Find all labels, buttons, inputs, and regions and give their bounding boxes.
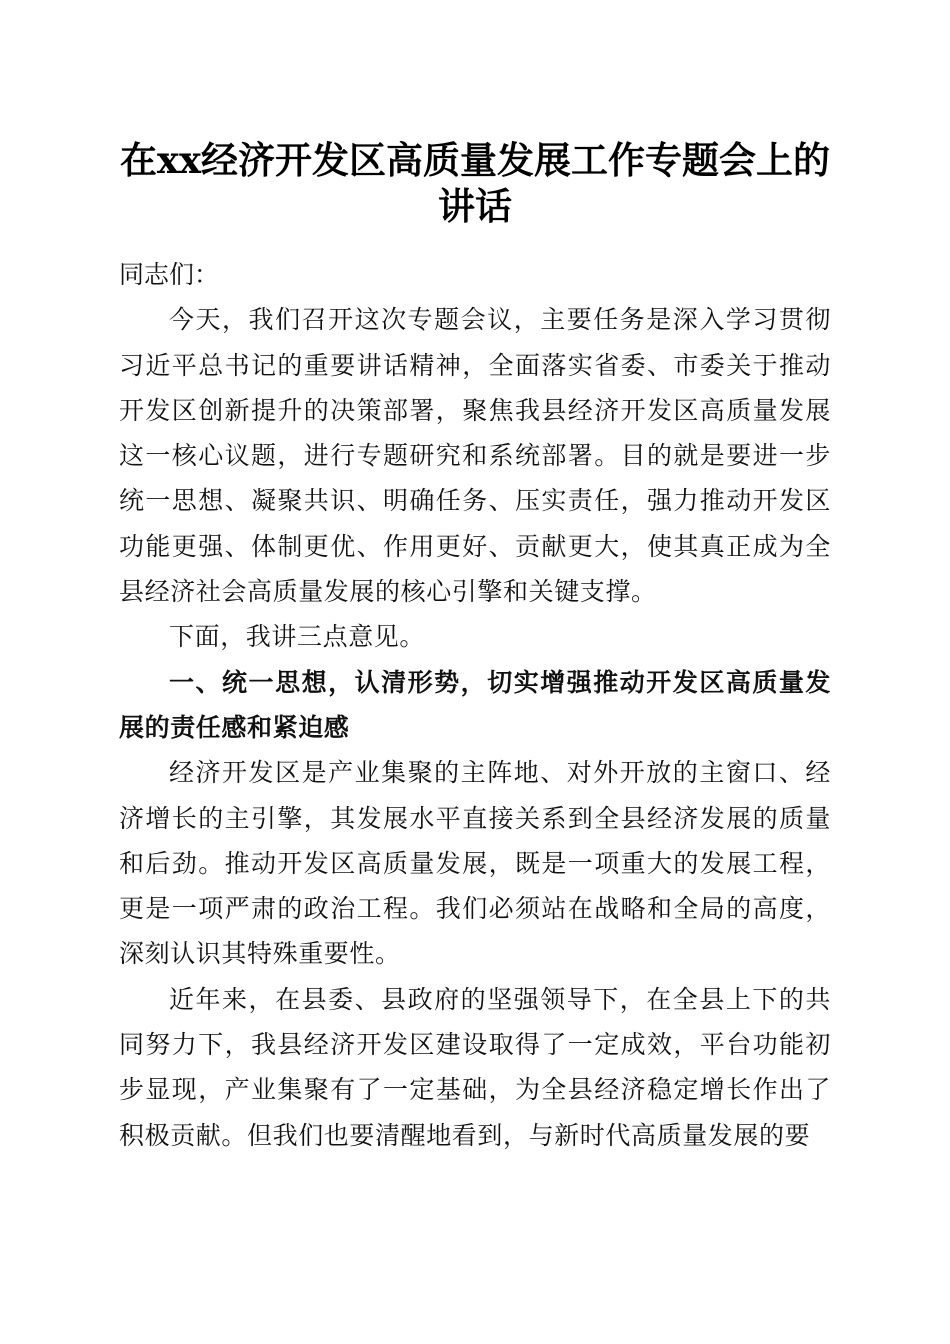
document-title-line-1: 在xx经济开发区高质量发展工作专题会上的 xyxy=(119,138,831,182)
document-body xyxy=(119,252,831,1158)
paragraph-intro: 今天，我们召开这次专题会议，主要任务是深入学习贯彻习近平总书记的重要讲话精神，全面落实省委、市委关于推动开发区创新提升的决策部署，聚焦我县经济开发区高质量发展这一核心议题，进行专题研究和系统部署。目的就是要进一步统一思想、凝聚共识、明确任务、压实责任，强力推动开发区功能更强、体制更优、作用更好、贡献更大，使其真正成为全县经济社会高质量发展的核心引擎和关键支撑。 xyxy=(119,305,831,607)
paragraph-outline: 下面，我讲三点意见。 xyxy=(169,622,426,652)
section-heading-1: 一、统一思想，认清形势，切实增强推动开发区高质量发展的责任感和紧迫感 xyxy=(119,667,831,742)
salutation: 同志们： xyxy=(119,260,220,289)
paragraph-section-2: 近年来，在县委、县政府的坚强领导下，在全县上下的共同努力下，我县经济开发区建设取得了一定成效，平台功能初步显现，产业集聚有了一定基础，为全县经济稳定增长作出了积极贡献。但我们也要清醒地看到，与新时代高质量发展的要 xyxy=(119,984,831,1150)
document-title-line-2: 讲话 xyxy=(438,184,512,228)
paragraph-section-1: 经济开发区是产业集聚的主阵地、对外开放的主窗口、经济增长的主引擎，其发展水平直接关系到全县经济发展的质量和后劲。推动开发区高质量发展，既是一项重大的发展工程，更是一项严肃的政治工程。我们必须站在战略和全局的高度，深刻认识其特殊重要性。 xyxy=(119,758,831,969)
